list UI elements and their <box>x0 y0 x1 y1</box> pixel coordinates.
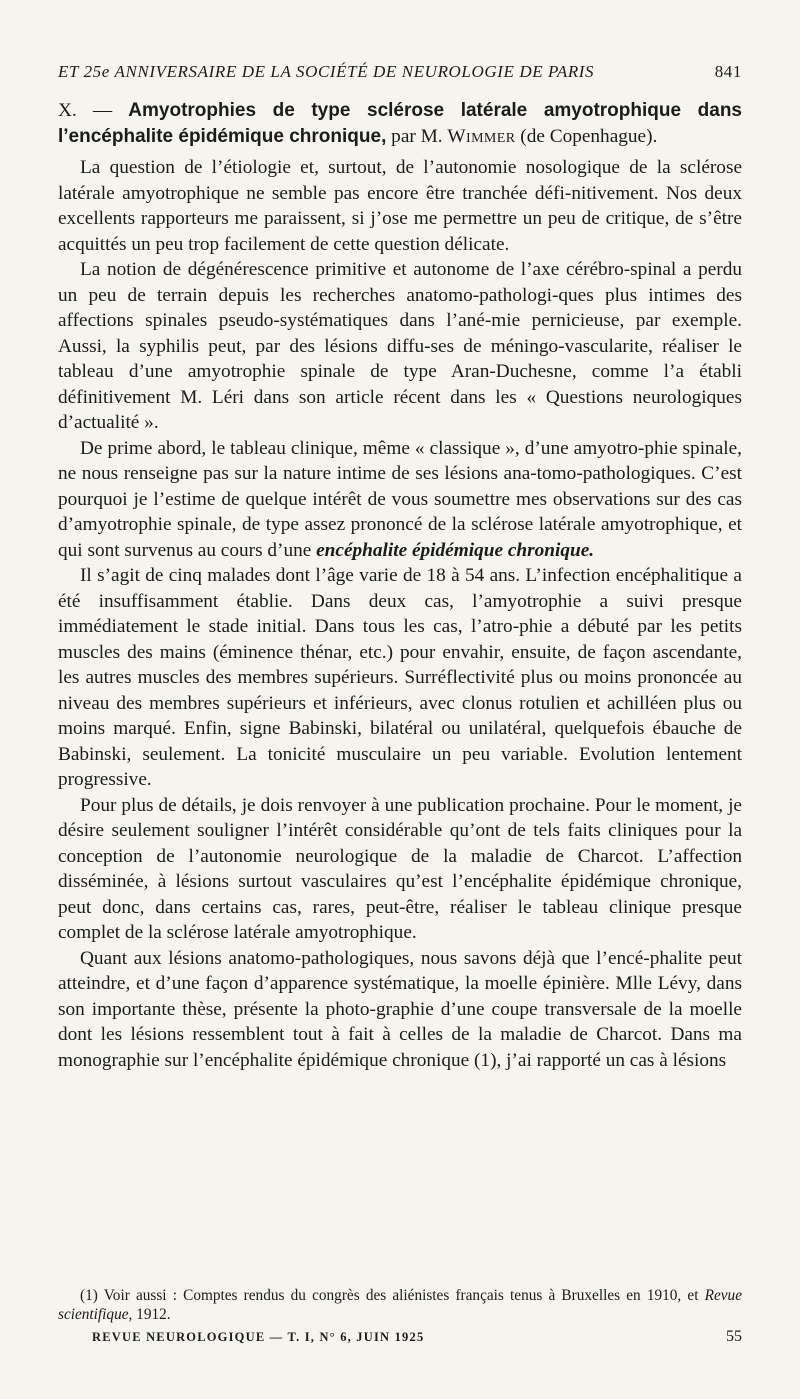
paragraph-3 <box>58 436 742 564</box>
footnote-year: 1912. <box>136 1306 171 1323</box>
paragraph-3-text: De prime abord, le tableau clinique, même « classique », d’une amyotro-phie spinale, ne nous renseigne pas sur la nature intime de ses lésions ana-tomo-pathologiques. C’est pourquoi je l’estime de quelque intérêt de vous soumettre mes observations sur des cas d’amyotrophie spinale, de type assez prononcé de la sclérose latérale amyotrophique, et qui sont survenus au cours d’une <box>58 437 742 561</box>
paragraph-5: Pour plus de détails, je dois renvoyer à une publication prochaine. Pour le moment, je désire seulement souligner l’intérêt considérable qu’ont de tels faits cliniques pour la conception de l’autonomie neurologique de la maladie de Charcot. L’affection disséminée, à lésions surtout vasculaires qu’est l’encéphalite épidémique chronique, peut donc, dans certains cas, rares, peut-être, réaliser le tableau clinique presque complet de la sclérose latérale amyotrophique. <box>58 794 742 943</box>
article-title: Amyotrophies de type sclérose latérale amyotrophique dans l’encéphalite épidémique chronique, <box>58 100 742 147</box>
italic-phrase: encéphalite épidémique chronique. <box>316 539 595 561</box>
article-heading <box>58 98 742 149</box>
article-author: Wimmer <box>447 125 516 147</box>
paragraph-1: La question de l’étiologie et, surtout, de l’autonomie nosologique de la sclérose latérale amyotrophique ne semble pas encore être tranchée défi-nitivement. Nos deux excellents rapporteurs me paraissent, si j’ose me permettre un peu de critique, de s’être acquittés un peu trop facilement de cette question délicate. <box>58 157 742 255</box>
paragraph-2: La notion de dégénérescence primitive et autonome de l’axe cérébro-spinal a perdu un peu de terrain depuis les recherches anatomo-pathologi-ques plus intimes des affections spinales pseudo-systématiques dans l’ané-mie pernicieuse, par exemple. Aussi, la syphilis peut, par des lésions diffu-ses de méningo-vascularite, réaliser le tableau d’une amyotrophie spinale de type Aran-Duchesne, comme l’a établi définitivement M. Léri dans son article récent dans les « Questions neurologiques d’actualité ». <box>58 259 742 433</box>
paragraph-4: Il s’agit de cinq malades dont l’âge varie de 18 à 54 ans. L’infection encéphalitique a été insuffisamment établie. Dans deux cas, l’amyotrophie a suivi presque immédiatement le stade initial. Dans tous les cas, l’atro-phie a débuté par les petits muscles des mains (éminence thénar, etc.) pour envahir, ensuite, de façon ascendante, les autres muscles des membres supérieurs. Surréflectivité plus ou moins prononcée au niveau des membres supérieurs et inférieurs, avec clonus rotulien et achilléen plus ou moins marqué. Enfin, signe Babinski, bilatéral ou unilatéral, quelquefois ébauche de Babinski, seulement. La tonicité musculaire un peu variable. Evolution lentement progressive. <box>58 565 742 790</box>
page-footer <box>92 1328 742 1346</box>
paragraph-6 <box>58 946 742 1074</box>
page-number: 841 <box>714 62 742 81</box>
article-number: X. — <box>58 100 113 121</box>
running-header <box>58 62 742 82</box>
footer-journal: REVUE NEUROLOGIQUE — T. I, N° 6, JUIN 1925 <box>92 1330 425 1344</box>
paragraph-6-cont: Lévy, dans son importante thèse, présente la photo-graphie d’une coupe transversale de la moelle dont les lésions ressemblent tout à fait à celles de la maladie de Charcot. Dans ma monographie sur l’encéphalite épidémique chronique (1), j’ai rapporté un cas à lésions <box>58 973 742 1071</box>
running-title: ET 25e ANNIVERSAIRE DE LA SOCIÉTÉ DE NEUROLOGIE DE PARIS <box>58 62 595 81</box>
article-body <box>58 98 742 1073</box>
mlle-abbrev: Mlle <box>615 973 652 994</box>
article-by: par M. <box>391 125 443 147</box>
paragraph-6-text: Quant aux lésions anatomo-pathologiques, nous savons déjà que l’encé-phalite peut atteindre, et d’une façon d’apparence systématique, la moelle épinière. <box>58 947 742 994</box>
footnote-text: (1) Voir aussi : Comptes rendus du congrès des aliénistes français tenus à Bruxelles en 1910, et <box>80 1287 699 1304</box>
article-affiliation: (de Copenhague). <box>520 125 658 147</box>
footnote <box>58 1286 742 1324</box>
footnote-journal: Revue scientifique, <box>58 1287 742 1323</box>
footer-sheet-number: 55 <box>726 1328 742 1345</box>
